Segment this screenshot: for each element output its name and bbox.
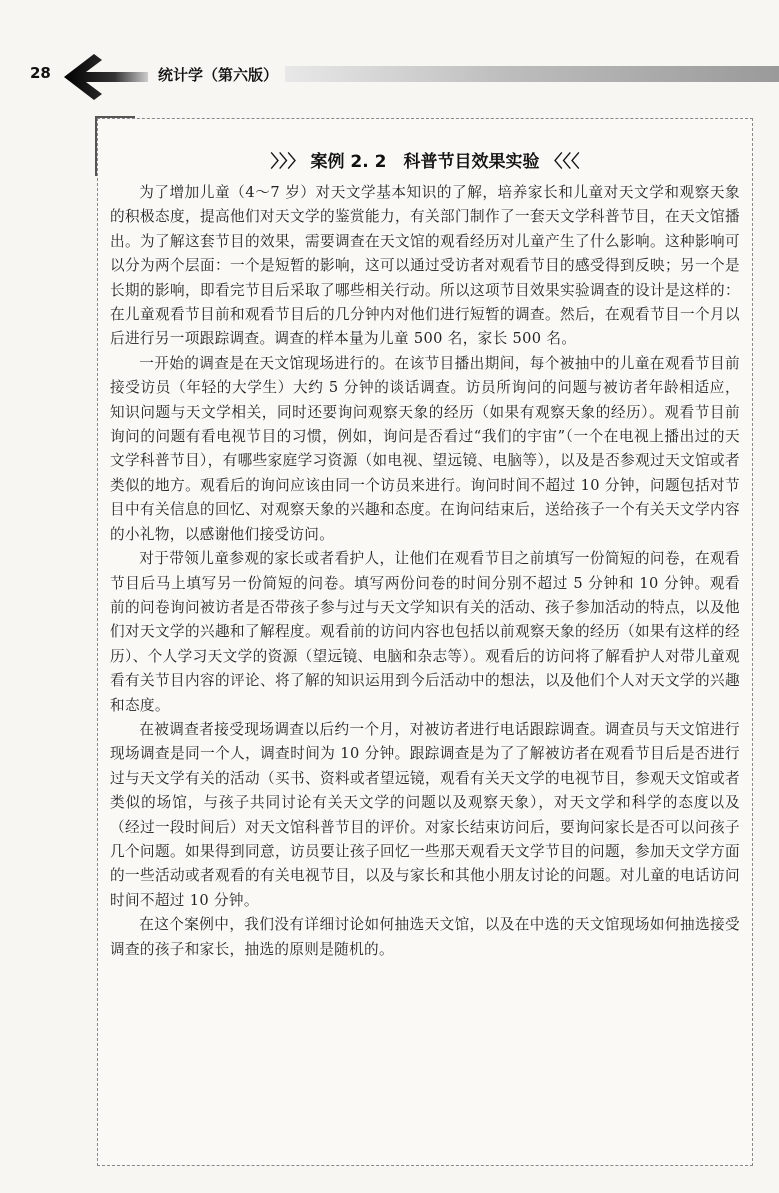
- paragraph: 一开始的调查是在天文馆现场进行的。在该节目播出期间，每个被抽中的儿童在观看节目前接受访员（年轻的大学生）大约 5 分钟的谈话调查。访员所询问的问题与被访者年龄相适应，知识问题与天文学相关，同时还要询问观察天象的经历（如果有观察天象的经历）。观看节目前询问的问题有看电视节目的习惯，例如，询问是否看过“我们的宇宙”（一个在电视上播出过的天文学科普节目），有哪些家庭学习资源（如电视、望远镜、电脑等），以及是否参观过天文馆或者类似的地方。观看后的询问应该由同一个访员来进行。询问时间不超过 10 分钟，问题包括对节目中有关信息的回忆、对观察天象的兴趣和态度。在询问结束后，送给孩子一个有关天文学内容的小礼物，以感谢他们接受访问。: [110, 354, 740, 543]
- case-body: [110, 181, 740, 962]
- paragraph: 对于带领儿童参观的家长或者看护人，让他们在观看节目之前填写一份简短的问卷，在观看节目后马上填写另一份简短的问卷。填写两份问卷的时间分别不超过 5 分钟和 10 分钟。观看前的问卷询问被访者是否带孩子参与过与天文学知识有关的活动、孩子参加活动的特点，以及他们对天文学的兴趣和了解程度。观看前的访问内容也包括以前观察天象的经历（如果有这样的经历）、个人学习天文学的资源（望远镜、电脑和杂志等）。观看后的访问将了解看护人对带儿童观看有关节目内容的评论、将了解的知识运用到今后活动中的想法，以及他们个人对天文学的兴趣和态度。: [110, 550, 740, 714]
- chevron-left-icon: 〈〈〈: [545, 152, 580, 172]
- paragraph: 在被调查者接受现场调查以后约一个月，对被访者进行电话跟踪调查。调查员与天文馆进行现场调查是同一个人，调查时间为 10 分钟。跟踪调查是为了了解被访者在观看节目后是否进行过与天文学有关的活动（买书、资料或者望远镜，观看有关天文学的电视节目，参观天文馆或者类似的场馆，与孩子共同讨论有关天文学的问题以及观察天象），对天文学和科学的态度以及（经过一段时间后）对天文馆科普节目的评价。对家长结束访问后，要询问家长是否可以问孩子几个问题。如果得到同意，访员要让孩子回忆一些那天观看天文学节目的问题，参加天文学方面的一些活动或者观看的有关电视节目，以及与家长和其他小朋友讨论的问题。对儿童的电话访问时间不超过 10 分钟。: [110, 720, 740, 909]
- paragraph: 在这个案例中，我们没有详细讨论如何抽选天文馆，以及在中选的天文馆现场如何抽选接受调查的孩子和家长，抽选的原则是随机的。: [110, 916, 740, 958]
- paragraph: 为了增加儿童（4～7 岁）对天文学基本知识的了解，培养家长和儿童对天文学和观察天象的积极态度，提高他们对天文学的鉴赏能力，有关部门制作了一套天文学科普节目，在天文馆播出。为了解这套节目的效果，需要调查在天文馆的观看经历对儿童产生了什么影响。这种影响可以分为两个层面：一个是短暂的影响，这可以通过受访者对观看节目的感受得到反映；另一个是长期的影响，即看完节目后采取了哪些相关行动。所以这项节目效果实验调查的设计是这样的：在儿童观看节目前和观看节目后的几分钟内对他们进行短暂的调查。然后，在观看节目一个月以后进行另一项跟踪调查。调查的样本量为儿童 500 名，家长 500 名。: [110, 184, 740, 348]
- case-box: [97, 118, 753, 1166]
- left-arrow-icon: [60, 50, 150, 104]
- page-number: 28: [30, 64, 51, 82]
- page-header: [0, 46, 779, 106]
- header-decor-bar: [285, 66, 779, 82]
- book-title: 统计学（第六版）: [158, 66, 279, 84]
- case-title: [98, 147, 752, 172]
- case-title-text: 案例 2. 2 科普节目效果实验: [310, 152, 540, 172]
- chevron-right-icon: 〉〉〉: [270, 152, 305, 172]
